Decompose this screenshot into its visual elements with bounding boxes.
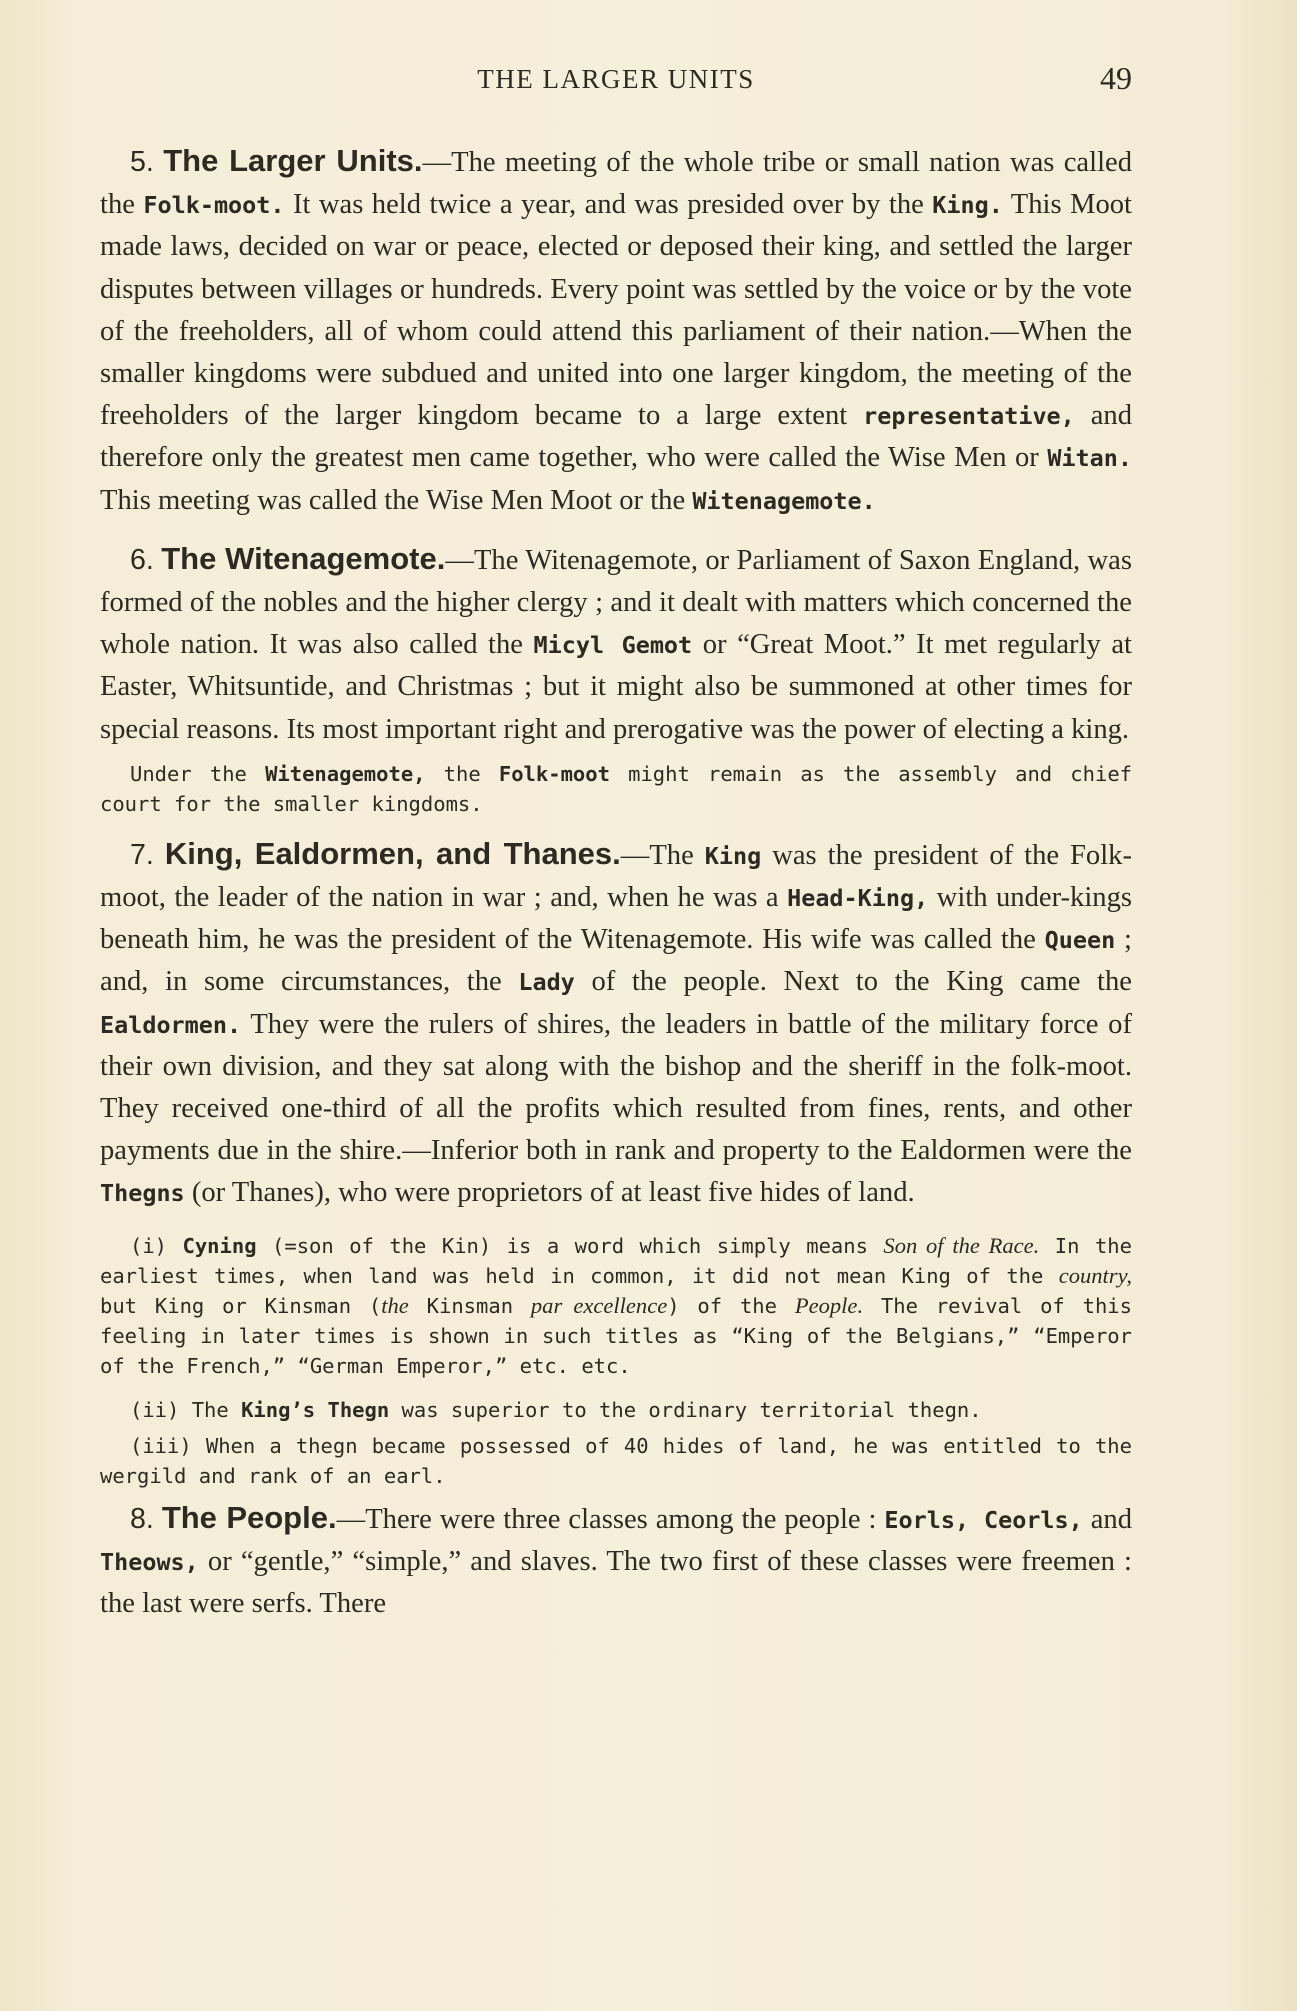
section-number: 6. bbox=[130, 543, 154, 576]
bold-term: King. bbox=[932, 191, 1003, 220]
bold-term: Folk-moot. bbox=[143, 191, 285, 220]
bold-term: Witan. bbox=[1047, 444, 1132, 473]
section-title: The Larger Units. bbox=[163, 143, 423, 178]
note-i bbox=[100, 1231, 1132, 1381]
text-run: ; and, in some circumstances, the bbox=[100, 924, 1133, 998]
text-run: the bbox=[425, 761, 499, 786]
italic-term: the bbox=[381, 1292, 409, 1318]
bold-term: Eorls, Ceorls, bbox=[884, 1505, 1083, 1534]
section-6-paragraph bbox=[100, 538, 1132, 751]
section-6-note bbox=[100, 759, 1132, 819]
section-title: The People. bbox=[161, 1499, 337, 1535]
bold-term: Folk-moot bbox=[498, 761, 610, 786]
bold-term: Head-King, bbox=[787, 884, 929, 913]
text-run: might remain as the assembly and chief court for the smaller kingdoms. bbox=[100, 761, 1133, 816]
bold-term: King bbox=[704, 841, 762, 870]
text-run: of the people. Next to the King came the bbox=[574, 966, 1132, 998]
bold-term: representative, bbox=[863, 402, 1075, 431]
text-run: Under the bbox=[130, 761, 266, 786]
page-header bbox=[100, 60, 1132, 110]
section-title: The Witenagemote. bbox=[161, 540, 446, 576]
page-number: 49 bbox=[1100, 60, 1132, 96]
text-run: or “Great Moot.” It met regularly at Easter, Whitsuntide, and Christmas ; but it might also be summoned at other times for special reasons. Its most important right and prerogative was the power of electing a king. bbox=[100, 629, 1132, 745]
text-run: This Moot made laws, decided on war or peace, elected or deposed their king, and settled the larger disputes between villages or hundreds. Every point was settled by the voice or by the vote of the freeholders, all of whom could attend this parliament of their nation.—When the smaller kingdoms were subdued and united into one larger kingdom, the meeting of the freeholders of the larger kingdom became to a large extent bbox=[100, 189, 1132, 432]
section-number: 7. bbox=[130, 838, 154, 871]
text-run: (i) bbox=[130, 1233, 183, 1258]
bold-term: Micyl Gemot bbox=[533, 631, 693, 660]
text-run: ) of the bbox=[667, 1293, 795, 1318]
bold-term: Thegns bbox=[100, 1179, 185, 1208]
bold-term: Witenagemote. bbox=[692, 486, 876, 515]
note-ii bbox=[100, 1395, 1132, 1425]
text-run: and therefore only the greatest men came together, who were called the Wise Men or bbox=[100, 400, 1133, 474]
italic-term: Son of the Race. bbox=[883, 1232, 1040, 1258]
bold-term: Ealdormen. bbox=[100, 1010, 242, 1039]
bold-term: Theows, bbox=[100, 1547, 199, 1576]
text-run: —There were three classes among the people : bbox=[336, 1503, 885, 1535]
text-run: (=son of the Kin) is a word which simply means bbox=[256, 1233, 884, 1258]
text-run: (ii) The bbox=[130, 1397, 242, 1422]
text-run: with under-kings beneath him, he was the president of the Witenagemote. His wife was called the bbox=[100, 882, 1132, 956]
running-head: THE LARGER UNITS bbox=[477, 64, 755, 94]
text-run: was the president of the Folk-moot, the leader of the nation in war ; and, when he was a bbox=[100, 839, 1132, 914]
text-run: —The bbox=[620, 839, 705, 871]
section-title: King, Ealdormen, and Thanes. bbox=[164, 835, 621, 871]
section-8-paragraph bbox=[100, 1497, 1132, 1626]
section-5-paragraph bbox=[100, 140, 1132, 522]
bold-term: Cyning bbox=[182, 1233, 257, 1258]
italic-term: People. bbox=[794, 1292, 864, 1318]
section-number: 5. bbox=[130, 146, 154, 178]
text-run: but King or Kinsman ( bbox=[100, 1293, 382, 1318]
text-run: (iii) When a thegn became possessed of 40 hides of land, he was entitled to the wergild and rank of an earl. bbox=[100, 1433, 1132, 1488]
text-run: In the earliest times, when land was held in common, it did not mean King of the bbox=[100, 1233, 1132, 1288]
text-run: and bbox=[1082, 1503, 1132, 1535]
text-run: was superior to the ordinary territorial thegn. bbox=[389, 1397, 982, 1422]
text-run: or “gentle,” “simple,” and slaves. The two first of these classes were freemen : the last were serfs. There bbox=[100, 1545, 1132, 1620]
text-run: The revival of this feeling in later times is shown in such titles as “King of the Belgians,” “Emperor of the French,” “German Emperor,” etc. etc. bbox=[100, 1293, 1132, 1378]
text-run: —The meeting of the whole tribe or small nation was called the bbox=[100, 147, 1132, 221]
body-text bbox=[100, 140, 1132, 1625]
italic-term: par excellence bbox=[530, 1292, 668, 1318]
bold-term: Lady bbox=[518, 968, 575, 997]
text-run: —The Witenagemote, or Parliament of Saxon England, was formed of the nobles and the higher clergy ; and it dealt with matters which concerned the whole nation. It was also called the bbox=[100, 544, 1132, 661]
text-run: It was held twice a year, and was presided over by the bbox=[284, 189, 933, 221]
text-run: They were the rulers of shires, the leaders in battle of the military force of their own division, and they sat along with the bishop and the sheriff in the folk-moot. They received one-third of all the profits which resulted from fines, rents, and other payments due in the shire.—Inferior both in rank and property to the Ealdormen were the bbox=[100, 1008, 1132, 1167]
bold-term: King’s Thegn bbox=[241, 1397, 390, 1422]
text-run: Kinsman bbox=[408, 1293, 531, 1318]
bold-term: Queen bbox=[1044, 926, 1116, 955]
section-number: 8. bbox=[130, 1502, 154, 1535]
note-iii bbox=[100, 1431, 1132, 1491]
text-run: This meeting was called the Wise Men Moot or the bbox=[100, 484, 693, 516]
italic-term: country, bbox=[1058, 1262, 1132, 1288]
bold-term: Witenagemote, bbox=[265, 761, 426, 786]
section-7-paragraph bbox=[100, 833, 1132, 1215]
text-run: (or Thanes), who were proprietors of at least five hides of land. bbox=[184, 1177, 915, 1209]
